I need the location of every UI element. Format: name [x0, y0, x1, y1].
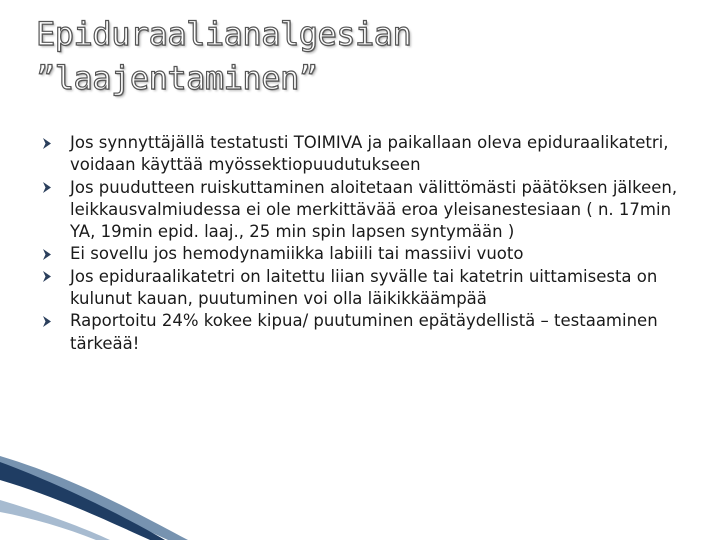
bullet-item: [70, 310, 700, 355]
title-line-1: Epiduraalianalgesian: [36, 15, 412, 53]
decorative-swoosh: [0, 440, 720, 540]
bullet-item: [70, 266, 700, 311]
bullet-text: Ei sovellu jos hemodynamiikka labiili tai massiivi vuoto: [70, 244, 524, 264]
bullet-text: Raportoitu 24% kokee kipua/ puutuminen epätäydellistä – testaaminen tärkeää!: [70, 311, 658, 353]
bullet-item: [70, 132, 700, 177]
bullet-arrow-icon: [41, 177, 53, 199]
bullet-list: [70, 132, 700, 355]
bullet-arrow-icon: [41, 132, 53, 154]
bullet-item: [70, 177, 700, 244]
bullet-arrow-icon: [41, 266, 53, 288]
slide-title: [36, 12, 676, 100]
bullet-text: Jos epiduraalikatetri on laitettu liian syvälle tai katetrin uittamisesta on kulunut kauan, puutuminen voi olla läikikkäämpää: [70, 266, 658, 309]
bullet-arrow-icon: [41, 243, 53, 265]
bullet-arrow-icon: [41, 310, 53, 332]
bullet-text: Jos puudutteen ruiskuttaminen aloitetaan välittömästi päätöksen jälkeen, leikkausvalmiudessa ei ole merkittävää eroa yleisanestesiaan ( n. 17min YA, 19min epid. laaj., 25 min spin lapsen syntymään ): [70, 177, 678, 242]
bullet-text: Jos synnyttäjällä testatusti TOIMIVA ja paikallaan oleva epiduraalikatetri, voidaan käyttää myössektiopuudutukseen: [70, 133, 669, 175]
bullet-item: [70, 243, 700, 265]
title-line-2: ”laajentaminen”: [36, 59, 318, 97]
